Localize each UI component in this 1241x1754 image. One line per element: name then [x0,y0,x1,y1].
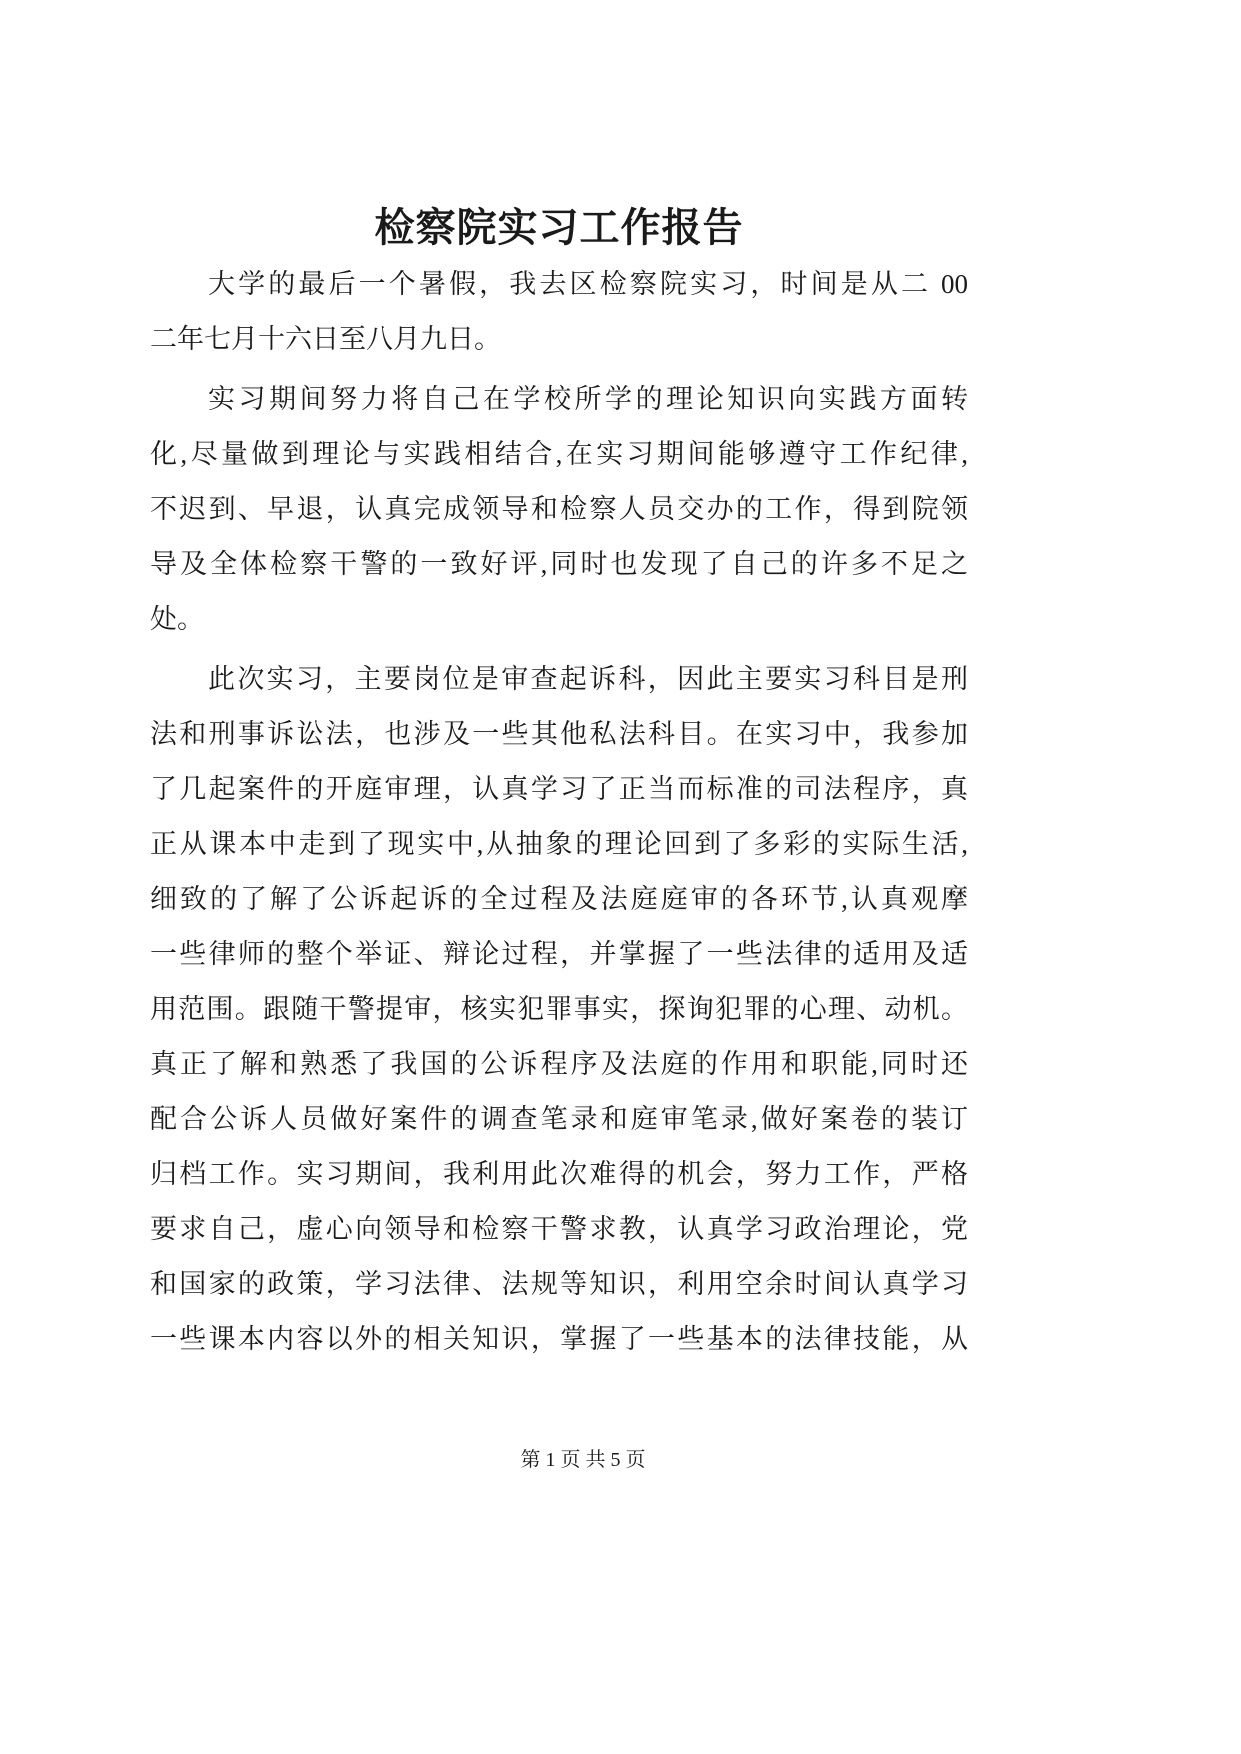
text-line: 二年七月十六日至八月九日。 [150,324,501,354]
text-line: 细致的了解了公诉起诉的全过程及法庭庭审的各环节,认真观摩 [150,884,968,914]
text-line: 法和刑事诉讼法，也涉及一些其他私法科目。在实习中，我参加 [150,719,968,749]
paragraph [150,652,968,1367]
text-line: 此次实习，主要岗位是审查起诉科，因此主要实习科目是刑 [208,664,968,694]
text-line: 处。 [150,604,204,634]
text-line: 用范围。跟随干警提审，核实犯罪事实，探询犯罪的心理、动机。 [150,994,968,1024]
text-line: 要求自己，虚心向领导和检察干警求教，认真学习政治理论，党 [150,1214,968,1244]
document-title: 检察院实习工作报告 [374,205,744,250]
text-line: 化,尽量做到理论与实践相结合,在实习期间能够遵守工作纪律, [150,439,968,469]
text-line: 实习期间努力将自己在学校所学的理论知识向实践方面转 [208,384,968,414]
text-line: 和国家的政策，学习法律、法规等知识，利用空余时间认真学习 [150,1269,968,1299]
text-line: 一些课本内容以外的相关知识，掌握了一些基本的法律技能，从 [150,1324,968,1354]
document-body [150,257,968,1367]
text-line: 大学的最后一个暑假，我去区检察院实习，时间是从二 00 [208,269,968,299]
page-footer: 第 1 页 共 5 页 [520,1449,646,1471]
text-line: 正从课本中走到了现实中,从抽象的理论回到了多彩的实际生活, [150,829,968,859]
paragraph [150,257,968,367]
text-line: 一些律师的整个举证、辩论过程，并掌握了一些法律的适用及适 [150,939,968,969]
text-line: 不迟到、早退，认真完成领导和检察人员交办的工作，得到院领 [150,494,968,524]
paragraph [150,372,968,647]
text-line: 真正了解和熟悉了我国的公诉程序及法庭的作用和职能,同时还 [150,1049,968,1079]
text-line: 了几起案件的开庭审理，认真学习了正当而标准的司法程序，真 [150,774,968,804]
text-line: 归档工作。实习期间，我利用此次难得的机会，努力工作，严格 [150,1159,968,1189]
text-line: 配合公诉人员做好案件的调查笔录和庭审笔录,做好案卷的装订 [150,1104,968,1134]
text-line: 导及全体检察干警的一致好评,同时也发现了自己的许多不足之 [150,549,968,579]
